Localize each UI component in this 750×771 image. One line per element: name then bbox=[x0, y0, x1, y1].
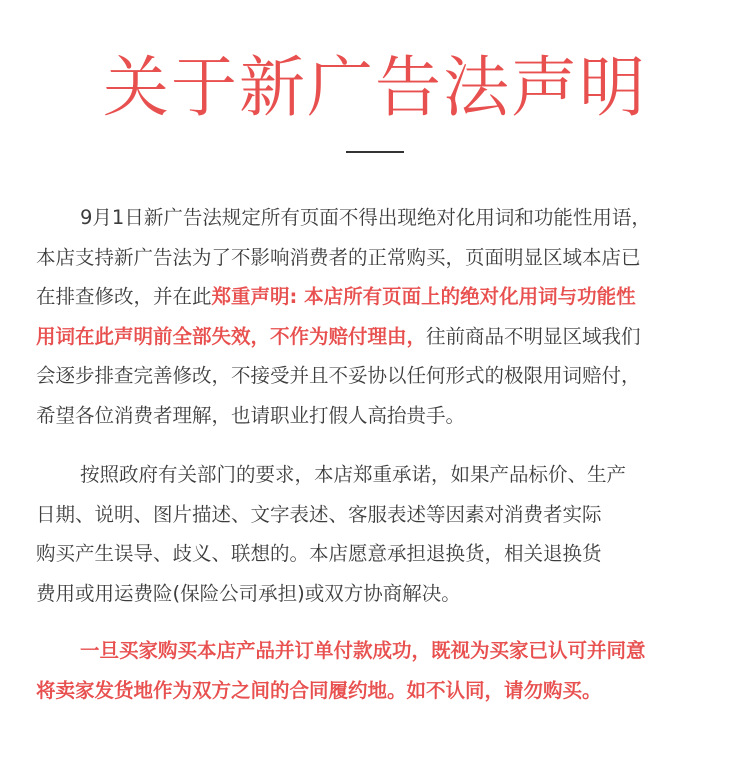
line-text: 一旦买家购买本店产品并订单付款成功，既视为买家已认可并同意 bbox=[80, 639, 646, 662]
line-text: 费用或用运费险(保险公司承担)或双方协商解决。 bbox=[36, 581, 461, 605]
paragraph-line bbox=[36, 317, 726, 357]
title-divider bbox=[346, 151, 404, 153]
page-title: 关于新广告法声明 bbox=[103, 49, 647, 126]
line-text: 将卖家发货地作为双方之间的合同履约地。如不认同，请勿购买。 bbox=[36, 678, 602, 702]
paragraph-line bbox=[36, 671, 726, 711]
paragraph-line bbox=[36, 574, 726, 614]
statement-paragraph bbox=[36, 198, 726, 435]
paragraph-line bbox=[36, 495, 726, 535]
paragraph-line bbox=[36, 238, 726, 278]
paragraph-line bbox=[36, 455, 726, 495]
paragraph-line bbox=[36, 396, 726, 436]
paragraph-line bbox=[36, 277, 726, 317]
line-text: 希望各位消费者理解，也请职业打假人高抬贵手。 bbox=[36, 403, 466, 427]
emphasis-text: 用词在此声明前全部失效，不作为赔付理由， bbox=[36, 324, 427, 348]
line-text: 按照政府有关部门的要求，本店郑重承诺，如果产品标价、生产 bbox=[80, 463, 627, 486]
commitment-paragraph bbox=[36, 455, 726, 613]
line-text: 9月1日新广告法规定所有页面不得出现绝对化用词和功能性用语， bbox=[80, 206, 651, 229]
line-text: 在排查修改，并在此 bbox=[36, 285, 212, 308]
line-text: 购买产生误导、歧义、联想的。本店愿意承担退换货，相关退换货 bbox=[36, 542, 602, 565]
line-text: 往前商品不明显区域我们 bbox=[426, 324, 641, 348]
agreement-paragraph bbox=[36, 631, 726, 710]
paragraph-line bbox=[36, 356, 726, 396]
line-text: 日期、说明、图片描述、文字表述、客服表述等因素对消费者实际 bbox=[36, 502, 602, 526]
emphasis-text: 郑重声明: 本店所有页面上的绝对化用词与功能性 bbox=[211, 285, 636, 308]
paragraph-line bbox=[36, 534, 726, 574]
line-text: 本店支持新广告法为了不影响消费者的正常购买，页面明显区域本店已 bbox=[36, 245, 641, 269]
paragraph-line bbox=[36, 631, 726, 671]
line-text: 会逐步排查完善修改，不接受并且不妥协以任何形式的极限用词赔付， bbox=[36, 364, 641, 387]
paragraph-line bbox=[36, 198, 726, 238]
